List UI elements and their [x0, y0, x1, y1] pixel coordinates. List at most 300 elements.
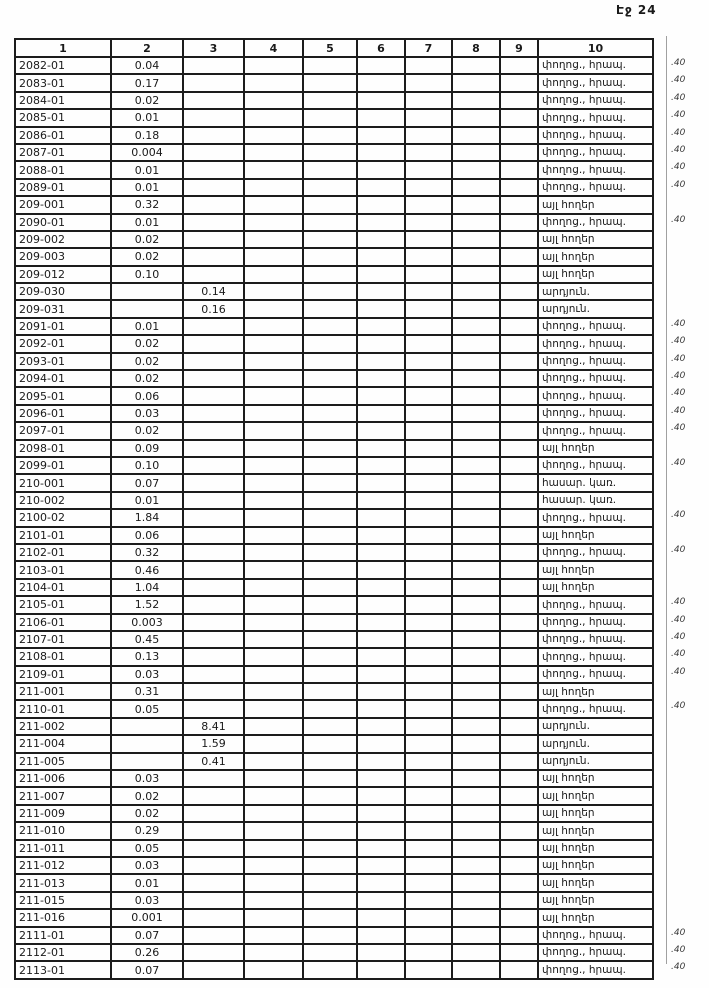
value-cell	[405, 579, 452, 596]
value-cell	[405, 961, 452, 978]
value-cell	[183, 474, 244, 491]
value-cell	[452, 909, 500, 926]
value-cell: 0.46	[111, 561, 183, 578]
value-cell	[244, 666, 303, 683]
value-cell	[452, 527, 500, 544]
value-cell	[357, 579, 405, 596]
parcel-id-cell: 2088-01	[15, 161, 111, 178]
value-cell	[244, 474, 303, 491]
margin-annotation: .40	[671, 632, 686, 642]
value-cell	[500, 266, 538, 283]
value-cell	[452, 335, 500, 352]
col-header-3: 3	[183, 39, 244, 57]
land-use-cell: հասար. կառ.	[538, 474, 653, 491]
land-use-cell: փողոց., հրապ.	[538, 57, 653, 74]
value-cell	[303, 214, 357, 231]
parcel-id-cell: 2101-01	[15, 527, 111, 544]
value-cell	[452, 248, 500, 265]
value-cell	[303, 405, 357, 422]
value-cell	[452, 596, 500, 613]
land-use-cell: փողոց., հրապ.	[538, 961, 653, 978]
value-cell	[357, 700, 405, 717]
value-cell: 1.84	[111, 509, 183, 526]
value-cell: 0.01	[111, 318, 183, 335]
table-row	[15, 857, 653, 874]
value-cell	[452, 109, 500, 126]
value-cell: 0.01	[111, 161, 183, 178]
table-row	[15, 700, 653, 717]
value-cell	[183, 614, 244, 631]
value-cell	[405, 631, 452, 648]
value-cell	[244, 405, 303, 422]
value-cell	[405, 857, 452, 874]
land-use-cell: փողոց., հրապ.	[538, 127, 653, 144]
value-cell	[244, 700, 303, 717]
parcel-id-cell: 2107-01	[15, 631, 111, 648]
value-cell	[452, 492, 500, 509]
value-cell	[405, 753, 452, 770]
value-cell	[303, 387, 357, 404]
parcel-id-cell: 211-013	[15, 874, 111, 891]
value-cell: 0.03	[111, 892, 183, 909]
table-row	[15, 214, 653, 231]
parcel-id-cell: 211-002	[15, 718, 111, 735]
value-cell	[452, 405, 500, 422]
value-cell	[303, 787, 357, 804]
value-cell	[500, 892, 538, 909]
value-cell: 0.02	[111, 353, 183, 370]
value-cell	[452, 231, 500, 248]
value-cell: 0.06	[111, 387, 183, 404]
margin-annotation: .40	[671, 597, 686, 607]
table-row	[15, 874, 653, 891]
table-row	[15, 944, 653, 961]
value-cell	[500, 283, 538, 300]
value-cell	[244, 770, 303, 787]
value-cell	[405, 127, 452, 144]
value-cell	[244, 179, 303, 196]
value-cell	[500, 370, 538, 387]
table-row	[15, 892, 653, 909]
value-cell	[452, 440, 500, 457]
value-cell: 0.02	[111, 422, 183, 439]
table-row	[15, 144, 653, 161]
land-use-cell: այլ հողեր	[538, 822, 653, 839]
value-cell	[303, 92, 357, 109]
parcel-id-cell: 2098-01	[15, 440, 111, 457]
value-cell	[452, 509, 500, 526]
value-cell	[244, 892, 303, 909]
page-edge-line	[666, 36, 667, 964]
value-cell	[452, 666, 500, 683]
value-cell	[357, 857, 405, 874]
value-cell	[357, 735, 405, 752]
parcel-id-cell: 2082-01	[15, 57, 111, 74]
parcel-id-cell: 2090-01	[15, 214, 111, 231]
value-cell	[183, 144, 244, 161]
value-cell	[244, 909, 303, 926]
parcel-id-cell: 2104-01	[15, 579, 111, 596]
table-row	[15, 318, 653, 335]
value-cell	[405, 109, 452, 126]
value-cell	[244, 109, 303, 126]
margin-annotation: .40	[671, 93, 686, 103]
parcel-id-cell: 211-015	[15, 892, 111, 909]
value-cell	[357, 805, 405, 822]
value-cell: 0.01	[111, 874, 183, 891]
value-cell: 0.45	[111, 631, 183, 648]
land-use-cell: այլ հողեր	[538, 892, 653, 909]
margin-annotation: .40	[671, 128, 686, 138]
value-cell	[500, 474, 538, 491]
value-cell	[452, 196, 500, 213]
value-cell: 0.03	[111, 405, 183, 422]
parcel-id-cell: 209-001	[15, 196, 111, 213]
value-cell	[244, 214, 303, 231]
value-cell	[244, 161, 303, 178]
col-header-6: 6	[357, 39, 405, 57]
value-cell	[500, 300, 538, 317]
value-cell	[357, 318, 405, 335]
value-cell	[183, 318, 244, 335]
value-cell	[303, 561, 357, 578]
value-cell: 0.05	[111, 700, 183, 717]
value-cell	[405, 474, 452, 491]
value-cell	[357, 770, 405, 787]
value-cell	[244, 961, 303, 978]
land-use-cell: փողոց., հրապ.	[538, 335, 653, 352]
value-cell	[405, 422, 452, 439]
land-use-cell: փողոց., հրապ.	[538, 944, 653, 961]
value-cell	[357, 718, 405, 735]
value-cell	[303, 579, 357, 596]
value-cell	[357, 614, 405, 631]
value-cell	[303, 805, 357, 822]
value-cell	[357, 683, 405, 700]
value-cell	[405, 909, 452, 926]
value-cell: 0.02	[111, 248, 183, 265]
land-use-cell: փողոց., հրապ.	[538, 422, 653, 439]
value-cell	[303, 909, 357, 926]
value-cell	[244, 857, 303, 874]
value-cell	[500, 127, 538, 144]
value-cell	[357, 405, 405, 422]
parcel-id-cell: 2095-01	[15, 387, 111, 404]
value-cell	[244, 631, 303, 648]
value-cell	[405, 805, 452, 822]
value-cell	[183, 335, 244, 352]
value-cell	[357, 300, 405, 317]
table-row	[15, 248, 653, 265]
value-cell	[357, 109, 405, 126]
land-use-cell: այլ հողեր	[538, 874, 653, 891]
value-cell	[183, 927, 244, 944]
land-use-cell: այլ հողեր	[538, 805, 653, 822]
margin-annotation: .40	[671, 180, 686, 190]
value-cell	[357, 631, 405, 648]
table-row	[15, 74, 653, 91]
value-cell	[500, 492, 538, 509]
value-cell	[183, 874, 244, 891]
value-cell: 0.07	[111, 474, 183, 491]
value-cell	[357, 474, 405, 491]
value-cell: 0.09	[111, 440, 183, 457]
value-cell	[405, 57, 452, 74]
value-cell	[303, 74, 357, 91]
value-cell	[500, 770, 538, 787]
value-cell	[405, 527, 452, 544]
value-cell	[357, 283, 405, 300]
value-cell	[500, 179, 538, 196]
value-cell	[357, 561, 405, 578]
value-cell	[452, 179, 500, 196]
value-cell	[405, 457, 452, 474]
parcel-id-cell: 209-012	[15, 266, 111, 283]
land-use-cell: փողոց., հրապ.	[538, 109, 653, 126]
value-cell	[357, 909, 405, 926]
value-cell	[183, 74, 244, 91]
value-cell	[500, 509, 538, 526]
value-cell: 0.16	[183, 300, 244, 317]
value-cell	[405, 370, 452, 387]
land-use-cell: փողոց., հրապ.	[538, 92, 653, 109]
value-cell	[452, 57, 500, 74]
land-use-cell: փողոց., հրապ.	[538, 614, 653, 631]
parcel-id-cell: 211-010	[15, 822, 111, 839]
value-cell	[183, 422, 244, 439]
value-cell	[303, 248, 357, 265]
value-cell: 0.01	[111, 179, 183, 196]
parcel-id-cell: 2084-01	[15, 92, 111, 109]
value-cell	[500, 57, 538, 74]
value-cell	[244, 196, 303, 213]
value-cell	[357, 266, 405, 283]
value-cell: 1.52	[111, 596, 183, 613]
value-cell	[405, 440, 452, 457]
table-row	[15, 579, 653, 596]
value-cell	[244, 544, 303, 561]
value-cell	[500, 927, 538, 944]
value-cell	[357, 509, 405, 526]
value-cell	[500, 248, 538, 265]
value-cell	[500, 231, 538, 248]
value-cell	[500, 422, 538, 439]
value-cell: 0.01	[111, 214, 183, 231]
parcel-id-cell: 209-002	[15, 231, 111, 248]
value-cell	[111, 300, 183, 317]
value-cell	[183, 248, 244, 265]
value-cell	[303, 300, 357, 317]
value-cell	[405, 214, 452, 231]
table-row	[15, 196, 653, 213]
table-row	[15, 961, 653, 978]
margin-annotation: .40	[671, 354, 686, 364]
value-cell	[405, 596, 452, 613]
value-cell	[244, 614, 303, 631]
margin-annotation: .40	[671, 215, 686, 225]
value-cell	[405, 700, 452, 717]
value-cell	[183, 92, 244, 109]
value-cell	[183, 127, 244, 144]
value-cell	[405, 179, 452, 196]
value-cell: 0.29	[111, 822, 183, 839]
table-row	[15, 770, 653, 787]
page-number-label: Էջ 24	[616, 3, 657, 17]
value-cell	[500, 805, 538, 822]
parcel-id-cell: 2109-01	[15, 666, 111, 683]
value-cell	[500, 214, 538, 231]
value-cell	[244, 787, 303, 804]
margin-annotation: .40	[671, 928, 686, 938]
value-cell	[183, 440, 244, 457]
table-row	[15, 179, 653, 196]
value-cell	[405, 666, 452, 683]
value-cell	[500, 144, 538, 161]
value-cell	[357, 353, 405, 370]
value-cell	[183, 944, 244, 961]
value-cell	[244, 840, 303, 857]
value-cell	[244, 944, 303, 961]
value-cell	[303, 944, 357, 961]
parcel-id-cell: 211-005	[15, 753, 111, 770]
parcel-id-cell: 2089-01	[15, 179, 111, 196]
value-cell	[303, 231, 357, 248]
value-cell	[500, 874, 538, 891]
value-cell: 0.01	[111, 492, 183, 509]
land-use-cell: այլ հողեր	[538, 787, 653, 804]
value-cell: 0.02	[111, 787, 183, 804]
value-cell	[405, 492, 452, 509]
value-cell	[303, 753, 357, 770]
parcel-id-cell: 2112-01	[15, 944, 111, 961]
value-cell	[405, 822, 452, 839]
value-cell	[244, 805, 303, 822]
value-cell: 8.41	[183, 718, 244, 735]
table-row	[15, 596, 653, 613]
parcel-id-cell: 211-006	[15, 770, 111, 787]
value-cell	[405, 944, 452, 961]
land-use-cell: այլ հողեր	[538, 579, 653, 596]
table-row	[15, 666, 653, 683]
value-cell	[183, 544, 244, 561]
table-row	[15, 718, 653, 735]
land-use-cell: այլ հողեր	[538, 857, 653, 874]
parcel-id-cell: 211-016	[15, 909, 111, 926]
value-cell	[357, 961, 405, 978]
land-use-cell: փողոց., հրապ.	[538, 927, 653, 944]
parcel-id-cell: 2086-01	[15, 127, 111, 144]
land-use-cell: փողոց., հրապ.	[538, 509, 653, 526]
value-cell	[244, 492, 303, 509]
value-cell	[452, 579, 500, 596]
value-cell	[183, 405, 244, 422]
land-use-cell: փողոց., հրապ.	[538, 648, 653, 665]
value-cell	[303, 179, 357, 196]
value-cell	[303, 370, 357, 387]
parcel-id-cell: 210-001	[15, 474, 111, 491]
value-cell	[303, 109, 357, 126]
table-row	[15, 822, 653, 839]
land-use-cell: փողոց., հրապ.	[538, 405, 653, 422]
table-row	[15, 614, 653, 631]
value-cell	[183, 231, 244, 248]
margin-annotation: .40	[671, 545, 686, 555]
margin-annotation: .40	[671, 962, 686, 972]
value-cell	[452, 74, 500, 91]
value-cell	[405, 335, 452, 352]
land-use-cell: այլ հողեր	[538, 683, 653, 700]
value-cell	[357, 492, 405, 509]
value-cell	[357, 892, 405, 909]
parcel-id-cell: 211-001	[15, 683, 111, 700]
value-cell	[244, 718, 303, 735]
value-cell	[244, 387, 303, 404]
parcel-id-cell: 2097-01	[15, 422, 111, 439]
value-cell	[500, 74, 538, 91]
value-cell	[303, 353, 357, 370]
table-row	[15, 544, 653, 561]
value-cell	[452, 457, 500, 474]
value-cell	[452, 266, 500, 283]
land-parcel-table	[14, 38, 654, 980]
value-cell	[244, 561, 303, 578]
margin-annotation: .40	[671, 667, 686, 677]
value-cell	[303, 196, 357, 213]
table-row	[15, 648, 653, 665]
table-row	[15, 370, 653, 387]
value-cell	[183, 840, 244, 857]
value-cell: 0.26	[111, 944, 183, 961]
value-cell	[183, 57, 244, 74]
value-cell	[303, 614, 357, 631]
land-use-cell: փողոց., հրապ.	[538, 387, 653, 404]
value-cell: 0.32	[111, 196, 183, 213]
parcel-id-cell: 209-030	[15, 283, 111, 300]
value-cell	[183, 387, 244, 404]
value-cell	[452, 474, 500, 491]
land-use-cell: արդյուն.	[538, 753, 653, 770]
land-use-cell: այլ հողեր	[538, 527, 653, 544]
value-cell	[452, 944, 500, 961]
land-use-cell: փողոց., հրապ.	[538, 666, 653, 683]
value-cell	[452, 961, 500, 978]
value-cell	[452, 92, 500, 109]
land-use-cell: արդյուն.	[538, 735, 653, 752]
value-cell	[357, 422, 405, 439]
table-row	[15, 353, 653, 370]
margin-annotation: .40	[671, 319, 686, 329]
col-header-4: 4	[244, 39, 303, 57]
value-cell	[303, 422, 357, 439]
value-cell: 0.02	[111, 805, 183, 822]
value-cell	[405, 387, 452, 404]
value-cell	[405, 248, 452, 265]
value-cell	[183, 579, 244, 596]
value-cell	[357, 874, 405, 891]
margin-annotation: .40	[671, 388, 686, 398]
margin-annotation: .40	[671, 458, 686, 468]
parcel-id-cell: 2096-01	[15, 405, 111, 422]
value-cell	[452, 214, 500, 231]
value-cell	[244, 683, 303, 700]
value-cell	[183, 527, 244, 544]
land-use-cell: փողոց., հրապ.	[538, 700, 653, 717]
value-cell	[111, 753, 183, 770]
value-cell	[244, 231, 303, 248]
table-row	[15, 127, 653, 144]
value-cell	[183, 214, 244, 231]
parcel-id-cell: 211-007	[15, 787, 111, 804]
